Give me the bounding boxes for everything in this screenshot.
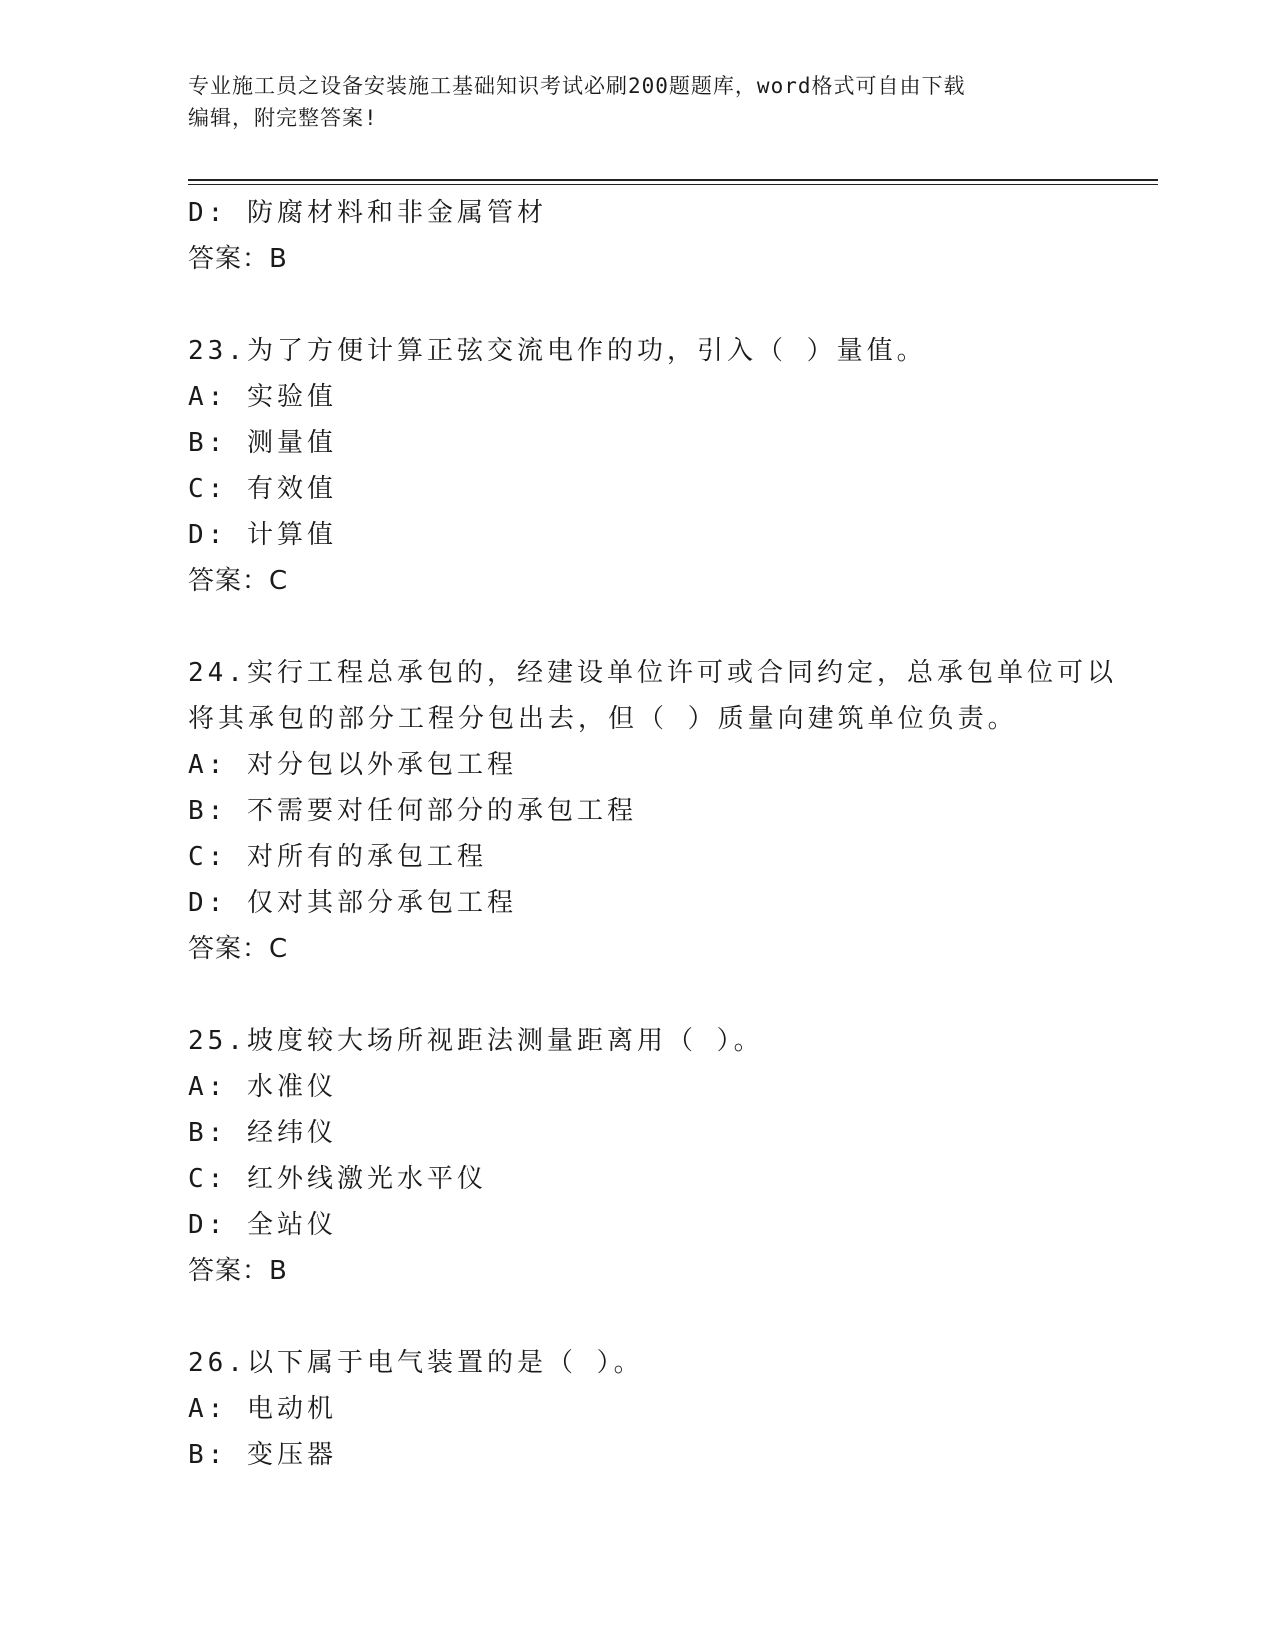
header-divider-thick [188, 179, 1158, 181]
answer: 答案：B [188, 1256, 288, 1286]
answer: 答案：C [188, 566, 289, 596]
option-b: B: 不需要对任何部分的承包工程 [188, 796, 637, 826]
question-list [188, 190, 1117, 1478]
header-divider-thin [188, 184, 1158, 185]
option-a: A: 电动机 [188, 1394, 337, 1424]
question-stem: 25.坡度较大场所视距法测量距离用（ ）。 [188, 1026, 764, 1056]
question-25 [188, 1018, 1088, 1294]
option-b: B: 测量值 [188, 428, 337, 458]
question-24 [188, 650, 1117, 972]
question-26 [188, 1340, 1088, 1478]
question-stem: 23.为了方便计算正弦交流电作的功，引入（ ）量值。 [188, 336, 927, 366]
option-a: A: 水准仪 [188, 1072, 337, 1102]
option-d: D: 仅对其部分承包工程 [188, 888, 517, 918]
option-b: B: 经纬仪 [188, 1118, 337, 1148]
question-stem: 26.以下属于电气装置的是（ ）。 [188, 1348, 644, 1378]
question-stem-line-2: 将其承包的部分工程分包出去，但（ ）质量向建筑单位负责。 [188, 704, 1018, 734]
option-d: D: 防腐材料和非金属管材 [188, 198, 547, 228]
option-c: C: 红外线激光水平仪 [188, 1164, 487, 1194]
header-line-1: 专业施工员之设备安装施工基础知识考试必刷200题题库，word格式可自由下载 [188, 74, 966, 98]
option-a: A: 对分包以外承包工程 [188, 750, 517, 780]
option-c: C: 对所有的承包工程 [188, 842, 487, 872]
question-23 [188, 328, 1088, 604]
answer: 答案：C [188, 934, 289, 964]
option-d: D: 计算值 [188, 520, 337, 550]
answer: 答案：B [188, 244, 288, 274]
question-22-tail [188, 190, 1088, 282]
question-stem-line-1: 24.实行工程总承包的，经建设单位许可或合同约定，总承包单位可以 [188, 658, 1117, 688]
header-line-2: 编辑，附完整答案! [188, 106, 378, 130]
option-b: B: 变压器 [188, 1440, 337, 1470]
option-d: D: 全站仪 [188, 1210, 337, 1240]
document-header [188, 70, 1088, 134]
option-c: C: 有效值 [188, 474, 337, 504]
option-a: A: 实验值 [188, 382, 337, 412]
